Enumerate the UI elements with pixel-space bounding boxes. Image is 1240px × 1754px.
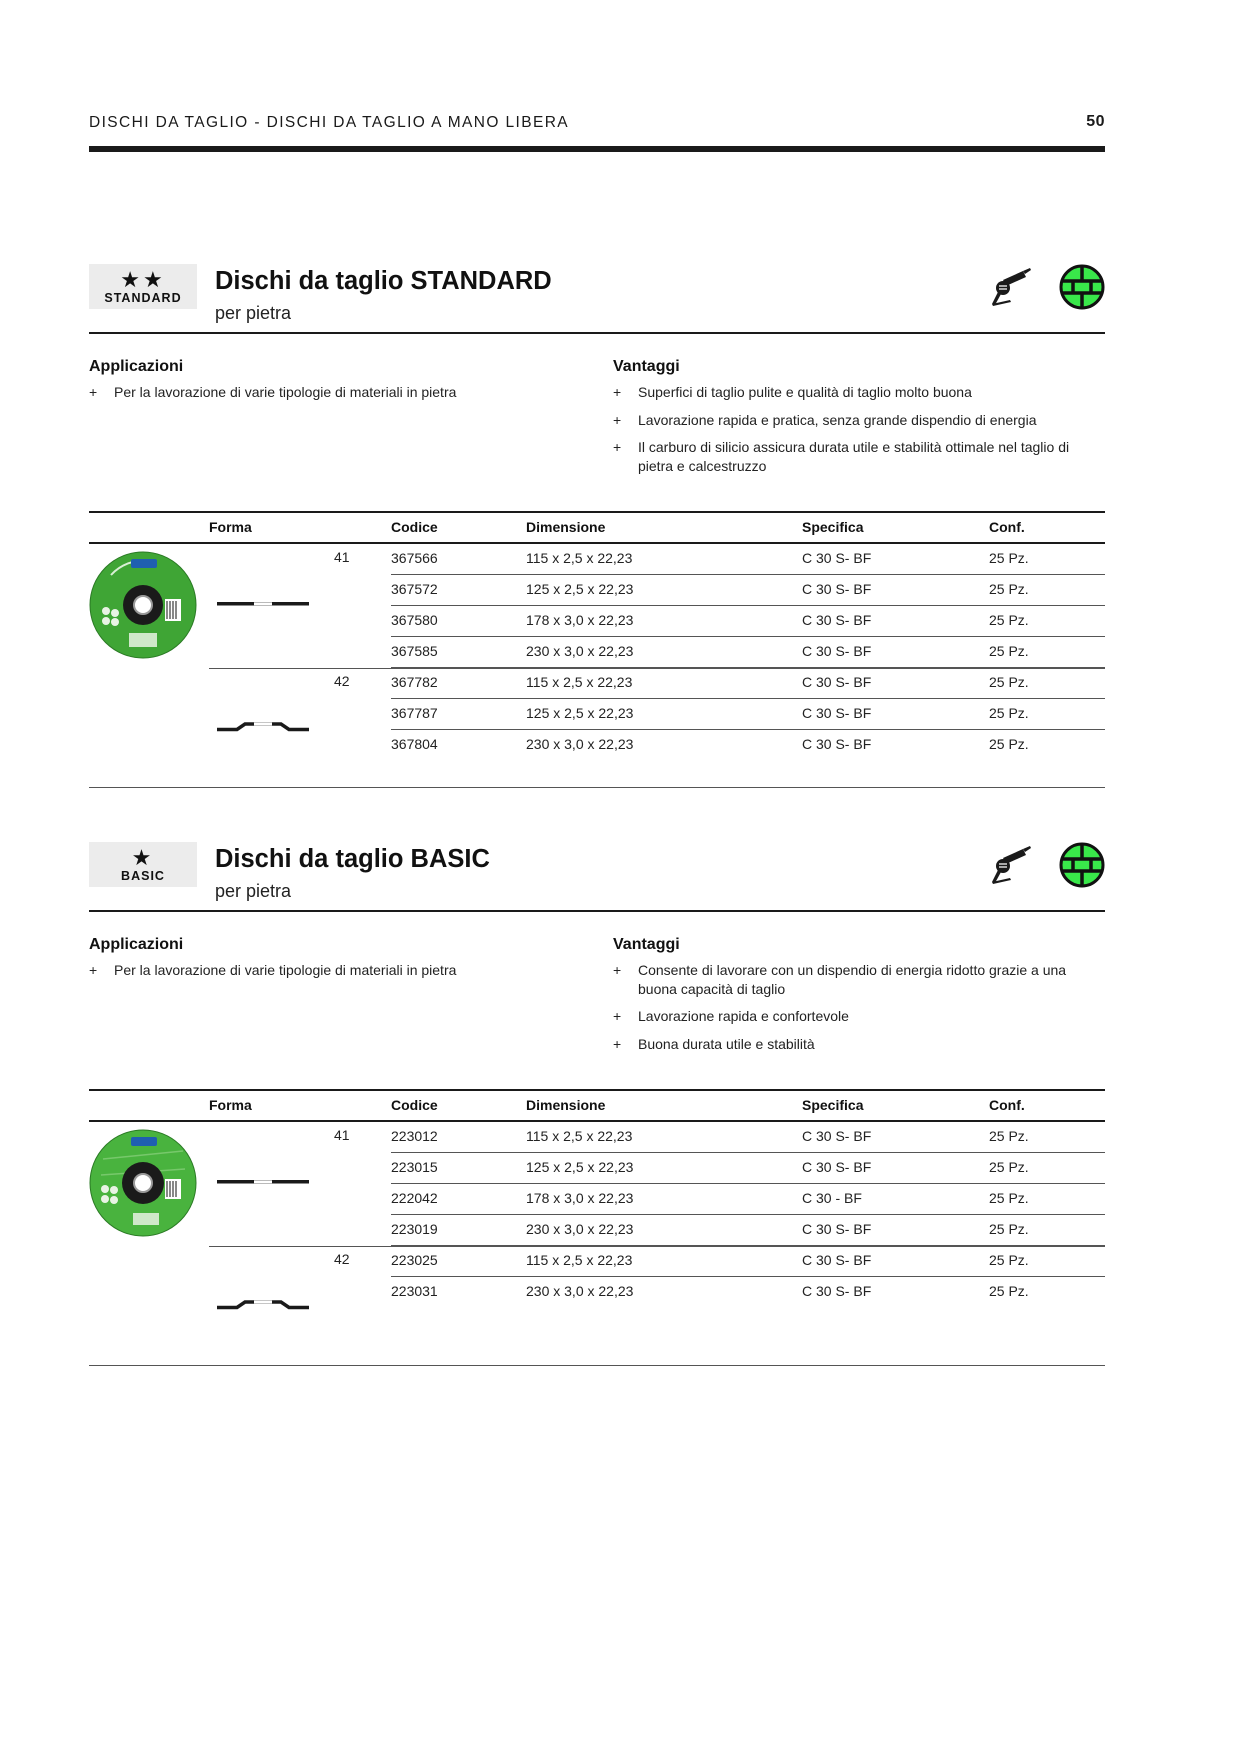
cutting-disc-image [89,551,197,659]
list-item: + Per la lavorazione di varie tipologie di materiali in pietra [89,383,589,402]
cell-spec: C 30 - BF [802,1190,862,1206]
cell-code: 367804 [391,736,438,752]
stone-brick-icon [1059,264,1105,310]
cell-code: 367572 [391,581,438,597]
table-row [391,699,1105,730]
table-header-row [89,1091,1105,1120]
shape-number: 42 [334,673,350,689]
list-item: + Il carburo di silicio assicura durata utile e stabilità ottimale nel taglio di pietra e calcestruzzo [613,438,1105,475]
cell-dimension: 115 x 2,5 x 22,23 [526,550,633,566]
applications-heading: Applicazioni [89,358,184,375]
section-title: Dischi da taglio STANDARD [215,267,552,295]
table-row [391,1215,1105,1246]
cell-dimension: 178 x 3,0 x 22,23 [526,612,634,628]
table-row [391,1184,1105,1215]
cell-code: 222042 [391,1190,438,1206]
angle-grinder-icon [989,264,1035,310]
table-row [391,668,1105,699]
cell-conf: 25 Pz. [989,736,1029,752]
page-header [89,112,1105,132]
cell-dimension: 115 x 2,5 x 22,23 [526,1252,633,1268]
cell-conf: 25 Pz. [989,1190,1029,1206]
cell-code: 223025 [391,1252,438,1268]
list-item: + Superfici di taglio pulite e qualità di taglio molto buona [613,383,1105,402]
cell-spec: C 30 S- BF [802,1252,872,1268]
cell-dimension: 115 x 2,5 x 22,23 [526,674,633,690]
applications-block [89,358,589,411]
cell-spec: C 30 S- BF [802,612,872,628]
table-row [391,1122,1105,1153]
section-icons [989,264,1105,312]
advantages-block [613,936,1105,1062]
table-row [391,1277,1105,1308]
list-item: + Per la lavorazione di varie tipologie di materiali in pietra [89,961,589,980]
cell-spec: C 30 S- BF [802,1128,872,1144]
stone-brick-icon [1059,842,1105,888]
cell-conf: 25 Pz. [989,550,1029,566]
header-codice: Codice [391,519,438,535]
applications-list [89,961,589,980]
cell-dimension: 125 x 2,5 x 22,23 [526,1159,634,1175]
header-codice: Codice [391,1097,438,1113]
header-forma: Forma [209,1097,252,1113]
cell-code: 367782 [391,674,438,690]
cell-conf: 25 Pz. [989,1221,1029,1237]
page-header-title: DISCHI DA TAGLIO - DISCHI DA TAGLIO A MANO LIBERA [89,114,570,131]
table-header-row [89,513,1105,542]
cell-code: 367585 [391,643,438,659]
list-item: + Buona durata utile e stabilità [613,1035,1105,1054]
page-number: 50 [1086,113,1105,130]
cell-spec: C 30 S- BF [802,1221,872,1237]
one-star-icon: ★ [131,844,155,870]
section-rule [89,910,1105,912]
header-conf: Conf. [989,519,1025,535]
header-specifica: Specifica [802,1097,864,1113]
cell-conf: 25 Pz. [989,1159,1029,1175]
cell-conf: 25 Pz. [989,674,1029,690]
cell-code: 367580 [391,612,438,628]
list-item: + Lavorazione rapida e pratica, senza grande dispendio di energia [613,411,1105,430]
list-item: + Consente di lavorare con un dispendio di energia ridotto grazie a una buona capacità di taglio [613,961,1105,998]
cell-spec: C 30 S- BF [802,1283,872,1299]
cell-code: 223012 [391,1128,438,1144]
header-dimensione: Dimensione [526,1097,606,1113]
cell-code: 367787 [391,705,438,721]
cell-spec: C 30 S- BF [802,581,872,597]
cell-spec: C 30 S- BF [802,736,872,752]
table-row [391,606,1105,637]
cell-conf: 25 Pz. [989,1128,1029,1144]
table-row [391,637,1105,668]
applications-block [89,936,589,989]
angle-grinder-icon [989,842,1035,888]
cell-conf: 25 Pz. [989,1252,1029,1268]
section-bottom-rule [89,787,1105,788]
section-title: Dischi da taglio BASIC [215,845,490,873]
cell-spec: C 30 S- BF [802,1159,872,1175]
cell-conf: 25 Pz. [989,581,1029,597]
cell-dimension: 230 x 3,0 x 22,23 [526,736,634,752]
shape-number: 41 [334,549,350,565]
advantages-block [613,358,1105,484]
cell-spec: C 30 S- BF [802,643,872,659]
advantages-heading: Vantaggi [613,936,680,953]
applications-list [89,383,589,402]
cell-conf: 25 Pz. [989,705,1029,721]
basic-badge [89,842,197,887]
section-icons [989,842,1105,890]
advantages-list [613,383,1105,475]
table-row [391,544,1105,575]
cell-code: 223015 [391,1159,438,1175]
cell-code: 223019 [391,1221,438,1237]
cell-dimension: 178 x 3,0 x 22,23 [526,1190,634,1206]
header-forma: Forma [209,519,252,535]
header-conf: Conf. [989,1097,1025,1113]
section-subtitle: per pietra [215,881,292,901]
list-item: + Lavorazione rapida e confortevole [613,1007,1105,1026]
header-rule [89,146,1105,152]
cell-conf: 25 Pz. [989,1283,1029,1299]
cell-dimension: 230 x 3,0 x 22,23 [526,1221,634,1237]
advantages-heading: Vantaggi [613,358,680,375]
cell-code: 223031 [391,1283,438,1299]
table-row [391,1246,1105,1277]
cell-dimension: 125 x 2,5 x 22,23 [526,705,634,721]
cell-conf: 25 Pz. [989,612,1029,628]
header-dimensione: Dimensione [526,519,606,535]
section-subtitle: per pietra [215,303,292,323]
badge-label: BASIC [121,868,165,883]
depressed-centre-disc-profile-icon [217,1298,309,1312]
cell-dimension: 115 x 2,5 x 22,23 [526,1128,633,1144]
cell-spec: C 30 S- BF [802,674,872,690]
flat-disc-profile-icon [217,600,309,608]
section-bottom-rule [89,1365,1105,1366]
shape-number: 41 [334,1127,350,1143]
cutting-disc-image [89,1129,197,1237]
cell-dimension: 125 x 2,5 x 22,23 [526,581,634,597]
cell-dimension: 230 x 3,0 x 22,23 [526,643,634,659]
table-row [391,575,1105,606]
shape-number: 42 [334,1251,350,1267]
cell-code: 367566 [391,550,438,566]
flat-disc-profile-icon [217,1178,309,1186]
section-rule [89,332,1105,334]
table-row [391,1153,1105,1184]
cell-spec: C 30 S- BF [802,705,872,721]
table-row [391,730,1105,761]
standard-badge [89,264,197,309]
two-stars-icon: ★★ [120,266,166,292]
applications-heading: Applicazioni [89,936,184,953]
cell-dimension: 230 x 3,0 x 22,23 [526,1283,634,1299]
depressed-centre-disc-profile-icon [217,720,309,734]
advantages-list [613,961,1105,1053]
cell-conf: 25 Pz. [989,643,1029,659]
badge-label: STANDARD [104,290,182,305]
header-specifica: Specifica [802,519,864,535]
cell-spec: C 30 S- BF [802,550,872,566]
